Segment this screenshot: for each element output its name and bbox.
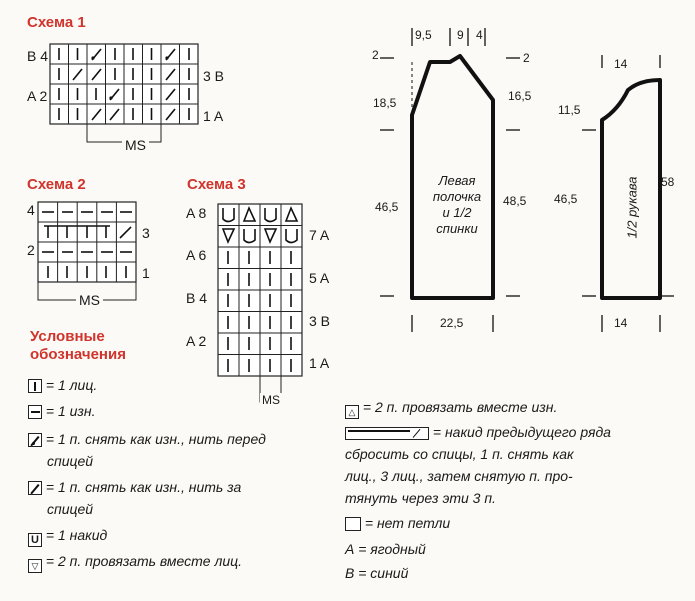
legend-color-b: В = синий	[345, 565, 409, 581]
schema1-row-label: 3 B	[203, 68, 225, 84]
schema3-row-label: 7 A	[309, 227, 330, 243]
dim-14-bottom: 14	[614, 316, 628, 330]
legend-drop-yo-cont2: лиц., 3 лиц., затем снятую п. про-	[345, 468, 573, 484]
schema3-grid	[218, 204, 308, 408]
schema2-row-label: 3	[142, 225, 150, 241]
pattern-diagram	[360, 20, 690, 340]
legend-drop-yo: = накид предыдущего ряда	[345, 423, 611, 441]
yarn-over-icon: U	[28, 533, 42, 547]
dim-22-5: 22,5	[440, 316, 464, 330]
schema1-repeat-label: MS	[122, 137, 149, 153]
dim-top-1: 9,5	[415, 28, 432, 42]
schema3-row-label: B 4	[186, 290, 208, 306]
legend-knit: = 1 лиц.	[28, 376, 97, 394]
legend-no-stitch: = нет петли	[345, 514, 450, 532]
dim-2-right: 2	[523, 51, 530, 65]
legend-slip-front: = 1 п. снять как изн., нить перед	[28, 430, 266, 448]
dim-11-5: 11,5	[558, 103, 581, 117]
p2tog-icon: △	[345, 405, 359, 419]
sleeve-piece-label: 1/2 рукава	[624, 176, 640, 239]
dim-14-top: 14	[614, 57, 628, 71]
schema2-repeat-label: MS	[76, 292, 103, 308]
legend-color-a: А = ягодный	[345, 541, 426, 557]
legend-title-line2: обозначения	[30, 346, 126, 363]
schema1-row-label: A 2	[27, 88, 48, 104]
legend-drop-yo-cont1: сбросить со спицы, 1 п. снять как	[345, 446, 574, 462]
slip-wyib-icon	[28, 481, 42, 495]
schema1-row-label: B 4	[27, 48, 49, 64]
dim-58: 58	[661, 175, 675, 189]
dim-top-3: 4	[476, 28, 483, 42]
schema3-row-label: A 2	[186, 333, 207, 349]
legend-p2tog: △ = 2 п. провязать вместе изн.	[345, 398, 557, 419]
schema1-title: Схема 1	[27, 14, 86, 31]
schema3-title: Схема 3	[187, 176, 246, 193]
schema2-row-label: 2	[27, 242, 35, 258]
schema3-repeat-label: MS	[262, 393, 280, 407]
legend-k2tog: ▽ = 2 п. провязать вместе лиц.	[28, 552, 242, 573]
schema3-row-label: 5 A	[309, 270, 330, 286]
dim-top-2: 9	[457, 28, 464, 42]
legend-drop-yo-cont3: тянуть через эти 3 п.	[345, 490, 496, 506]
schema3-row-label: A 8	[186, 205, 207, 221]
dim-2-left: 2	[372, 48, 379, 62]
front-label-line: Левая	[438, 173, 476, 188]
dim-16-5: 16,5	[508, 89, 532, 103]
front-label-line: спинки	[436, 221, 478, 236]
legend-title	[30, 328, 126, 364]
legend-slip-front-cont: спицей	[47, 453, 94, 469]
dim-46-5-sleeve: 46,5	[554, 192, 578, 206]
dim-46-5-front: 46,5	[375, 200, 399, 214]
schema2-row-label: 1	[142, 265, 150, 281]
knit-stitch-icon	[28, 379, 42, 393]
schema3-row-label: A 6	[186, 247, 207, 263]
purl-stitch-icon	[28, 405, 42, 419]
schema2-grid	[38, 202, 138, 302]
legend-yarn-over: U = 1 накид	[28, 526, 107, 547]
schema1-row-label: 1 A	[203, 108, 224, 124]
schema2-row-label: 4	[27, 202, 35, 218]
legend-title-line1: Условные	[30, 328, 105, 345]
schema3-row-label: 1 A	[309, 355, 330, 371]
front-piece-label	[422, 173, 492, 237]
dim-18-5: 18,5	[373, 96, 397, 110]
legend-slip-back-cont: спицей	[47, 501, 94, 517]
k2tog-icon: ▽	[28, 559, 42, 573]
schema2-title: Схема 2	[27, 176, 86, 193]
slip-wyif-icon	[28, 433, 42, 447]
drop-yo-icon	[345, 427, 429, 440]
dim-48-5: 48,5	[503, 194, 527, 208]
front-label-line: полочка	[432, 189, 482, 204]
front-label-line: и 1/2	[442, 205, 472, 220]
no-stitch-icon	[345, 517, 361, 531]
schema3-row-label: 3 B	[309, 313, 331, 329]
schema1-grid	[50, 44, 200, 128]
legend-slip-back: = 1 п. снять как изн., нить за	[28, 478, 241, 496]
legend-purl: = 1 изн.	[28, 402, 96, 420]
